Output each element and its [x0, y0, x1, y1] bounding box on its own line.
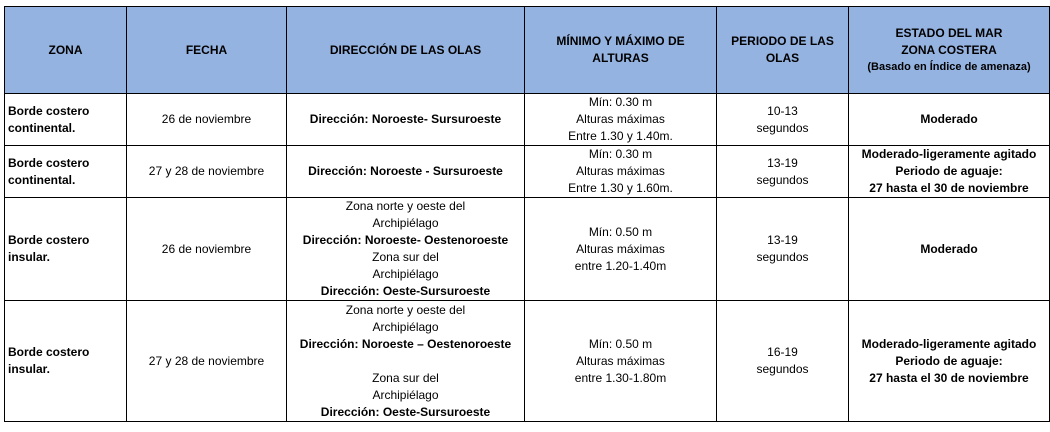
- direccion-cell: Dirección: Noroeste - Sursuroeste: [287, 146, 525, 198]
- zona-line: continental.: [8, 120, 76, 135]
- table-row: [5, 146, 1050, 198]
- header-estado-line: ESTADO DEL MAR: [895, 25, 1003, 40]
- direccion-line: Archipiélago: [372, 216, 439, 230]
- zona-cell: [5, 301, 127, 422]
- direccion-line: Archipiélago: [372, 387, 439, 402]
- zona-line: Borde costero: [8, 233, 90, 247]
- estado-line: Moderado: [920, 241, 978, 256]
- zona-cell: [5, 146, 127, 198]
- direccion-line: Zona sur del: [372, 250, 439, 264]
- estado-cell: [849, 198, 1050, 301]
- header-alturas: [525, 7, 717, 94]
- alturas-line: entre 1.30-1.80m: [574, 370, 667, 385]
- alturas-line: Entre 1.30 y 1.40m.: [568, 129, 673, 143]
- periodo-cell: [717, 146, 849, 198]
- estado-line: 27 hasta el 30 de noviembre: [869, 181, 1029, 195]
- header-direccion: DIRECCIÓN DE LAS OLAS: [287, 7, 525, 94]
- periodo-line: segundos: [756, 172, 809, 187]
- alturas-line: Entre 1.30 y 1.60m.: [568, 181, 673, 195]
- alturas-line: Mín: 0.30 m: [588, 95, 653, 109]
- header-estado: [849, 7, 1050, 94]
- estado-cell: [849, 301, 1050, 422]
- alturas-line: Alturas máximas: [576, 112, 665, 126]
- table-row: [5, 94, 1050, 146]
- direccion-spacer: [289, 353, 522, 370]
- periodo-line: 13-19: [767, 155, 798, 170]
- periodo-line: segundos: [756, 362, 809, 376]
- header-periodo-line: PERIODO DE LAS: [731, 34, 834, 48]
- direccion-line: Dirección: Noroeste- Oestenoroeste: [302, 233, 509, 247]
- zona-cell: [5, 198, 127, 301]
- alturas-cell: [525, 198, 717, 301]
- direccion-cell: Dirección: Noroeste- Sursuroeste: [287, 94, 525, 146]
- periodo-cell: [717, 301, 849, 422]
- estado-line: Moderado: [920, 112, 978, 126]
- estado-cell: [849, 146, 1050, 198]
- table-row: [5, 301, 1050, 422]
- fecha-cell: 26 de noviembre: [127, 198, 287, 301]
- estado-line: Moderado-ligeramente agitado: [861, 147, 1037, 161]
- alturas-line: Mín: 0.30 m: [588, 147, 653, 161]
- wave-forecast-table: [4, 6, 1050, 422]
- estado-line: 27 hasta el 30 de noviembre: [869, 370, 1029, 385]
- alturas-cell: [525, 301, 717, 422]
- direccion-line: Archipiélago: [372, 319, 439, 334]
- direccion-line: Dirección: Noroeste – Oestenoroeste: [299, 336, 512, 351]
- estado-line: Periodo de aguaje:: [895, 164, 1003, 178]
- direccion-line: Zona norte y oeste del: [345, 199, 466, 213]
- periodo-cell: [717, 198, 849, 301]
- alturas-cell: [525, 94, 717, 146]
- alturas-line: entre 1.20-1.40m: [574, 258, 667, 273]
- periodo-line: segundos: [756, 120, 809, 135]
- fecha-cell: 27 y 28 de noviembre: [127, 146, 287, 198]
- header-periodo-line: OLAS: [765, 51, 800, 65]
- alturas-line: Alturas máximas: [576, 353, 665, 368]
- header-fecha: FECHA: [127, 7, 287, 94]
- zona-line: Borde costero: [8, 103, 90, 118]
- periodo-line: 13-19: [767, 233, 798, 247]
- header-estado-line: ZONA COSTERA: [901, 42, 997, 57]
- table-row: [5, 198, 1050, 301]
- estado-line: Moderado-ligeramente agitado: [861, 336, 1037, 351]
- periodo-cell: [717, 94, 849, 146]
- alturas-cell: [525, 146, 717, 198]
- zona-line: continental.: [8, 172, 76, 187]
- header-estado-note: (Basado en Índice de amenaza): [867, 60, 1031, 73]
- estado-line: Periodo de aguaje:: [895, 353, 1003, 368]
- fecha-cell: 27 y 28 de noviembre: [127, 301, 287, 422]
- zona-line: insular.: [8, 250, 51, 264]
- alturas-line: Mín: 0.50 m: [588, 336, 653, 351]
- direccion-line: Dirección: Oeste-Sursuroeste: [320, 284, 491, 298]
- fecha-cell: 26 de noviembre: [127, 94, 287, 146]
- alturas-line: Mín: 0.50 m: [588, 224, 653, 239]
- zona-line: Borde costero: [8, 155, 90, 170]
- periodo-line: segundos: [756, 250, 809, 264]
- direccion-line: Zona norte y oeste del: [345, 302, 466, 317]
- periodo-line: 16-19: [767, 345, 798, 359]
- zona-line: Borde costero: [8, 345, 90, 359]
- periodo-line: 10-13: [767, 103, 798, 118]
- alturas-line: Alturas máximas: [576, 164, 665, 178]
- header-alturas-line: ALTURAS: [592, 51, 649, 65]
- direccion-line: Archipiélago: [372, 267, 439, 281]
- header-periodo: [717, 7, 849, 94]
- zona-line: insular.: [8, 362, 51, 376]
- alturas-line: Alturas máximas: [576, 241, 665, 256]
- header-alturas-line: MÍNIMO Y MÁXIMO DE: [556, 34, 685, 48]
- direccion-cell: [287, 301, 525, 422]
- direccion-line: Dirección: Oeste-Sursuroeste: [320, 404, 491, 419]
- header-zona: ZONA: [5, 7, 127, 94]
- table-header-row: [5, 7, 1050, 94]
- estado-cell: [849, 94, 1050, 146]
- zona-cell: [5, 94, 127, 146]
- direccion-cell: [287, 198, 525, 301]
- direccion-line: Zona sur del: [372, 370, 439, 385]
